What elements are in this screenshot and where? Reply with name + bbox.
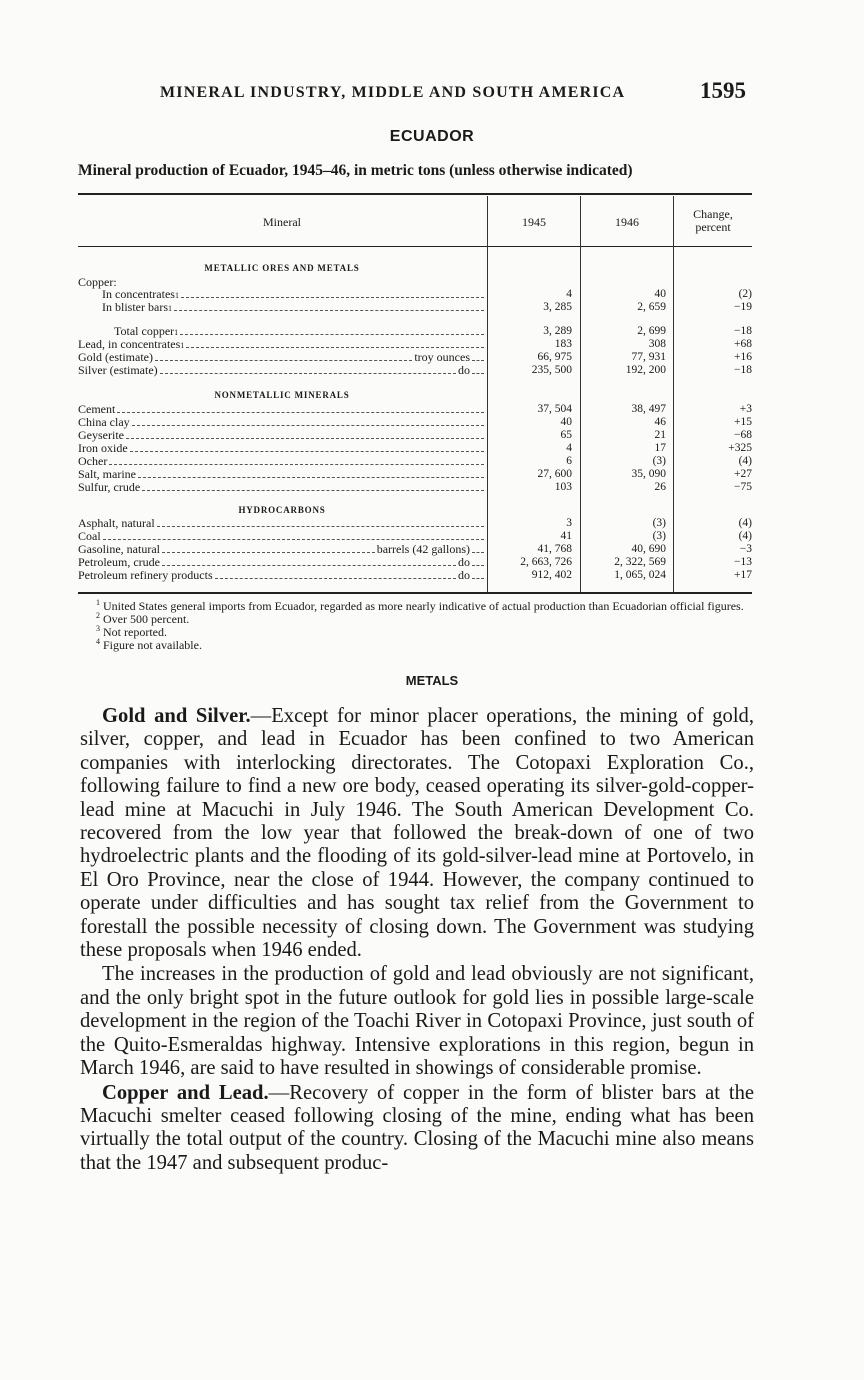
paragraph-text: —Except for minor placer operations, the mining of gold, silver, copper, and lead in Ecuador has been confined to two American companies with interlocking directorates. The Cotopaxi Exploration Co., following failure to find a new ore body, ceased operating its silver-gold-copper-lead mine at Macuchi in July 1946. The South American Development Co. recovered from the low year that followed the break-down of one of two hydroelectric plants and the flooding of its gold-silver-lead mine at Portovelo, in El Oro Province, near the close of 1944. However, the company continued to operate under difficulties and has sought tax relief from the Government to forestall the possible necessity of closing down. The Government was studying these proposals when 1946 ended.: [80, 705, 754, 962]
value-1945: 3, 289: [543, 325, 572, 337]
value-1946: 1, 065, 024: [614, 569, 666, 581]
value-1946: (3): [652, 455, 666, 467]
section-head-hydrocarbons: HYDROCARBONS: [238, 505, 326, 515]
table-caption: Mineral production of Ecuador, 1945–46, in metric tons (unless otherwise indicated): [78, 162, 633, 179]
unit-label: barrels (42 gallons): [376, 543, 470, 556]
mineral-name: Lead, in concentrates: [78, 338, 181, 351]
value-1945: 235, 500: [531, 364, 572, 376]
row-label: [78, 351, 486, 364]
value-1946: 40: [654, 288, 666, 300]
paragraph-outlook: [80, 963, 754, 1080]
dot-leader: [472, 556, 484, 566]
value-1946: 2, 699: [637, 325, 666, 337]
value-1945: 103: [554, 481, 572, 493]
dot-leader: [132, 416, 484, 426]
table-row: [0, 429, 864, 442]
mineral-name: Asphalt, natural: [78, 517, 155, 530]
dot-leader: [109, 455, 484, 465]
table-row: [0, 403, 864, 416]
body-text: [80, 705, 754, 1176]
table-row: [0, 569, 864, 582]
value-change: −13: [734, 556, 752, 568]
mineral-name: Cement: [78, 403, 116, 416]
row-label: [78, 364, 486, 377]
column-header-1945: 1945: [522, 215, 546, 229]
section-head-nonmetallic: NONMETALLIC MINERALS: [214, 390, 350, 400]
table-row: [0, 416, 864, 429]
value-1946: 35, 090: [631, 468, 666, 480]
row-label: [78, 481, 486, 494]
value-1945: 3, 285: [543, 301, 572, 313]
dot-leader: [157, 517, 484, 527]
table-row: [0, 338, 864, 351]
table-row: [0, 468, 864, 481]
paragraph-text: The increases in the production of gold and lead obviously are not significant, and the only bright spot in the future outlook for gold lies in possible large-scale development in the region of the Toachi River in Cotopaxi Province, just south of the Quito-Esmeraldas highway. Intensive explorations in this region, begun in March 1946, are said to have resulted in showings of considerable promise.: [80, 963, 754, 1080]
footnote-mark: 4: [96, 637, 100, 646]
value-1945: 2, 663, 726: [520, 556, 572, 568]
row-label: Lead, in concentrates 1: [78, 338, 486, 351]
value-1946: 192, 200: [625, 364, 666, 376]
table-row: [0, 543, 864, 556]
row-label: [78, 543, 486, 556]
mineral-name: Sulfur, crude: [78, 481, 141, 494]
dot-leader: [162, 543, 375, 553]
dot-leader: [181, 288, 484, 298]
value-change: (2): [738, 288, 752, 300]
value-change: +16: [734, 351, 752, 363]
column-header-change-line2: percent: [695, 220, 731, 234]
mineral-name: Ocher: [78, 455, 108, 468]
value-1946: (3): [652, 530, 666, 542]
mineral-name: Total copper: [114, 325, 175, 338]
row-label: [78, 403, 486, 416]
table-top-rule: [78, 193, 752, 195]
dot-leader: [103, 530, 484, 540]
table-bottom-rule: [78, 592, 752, 594]
value-change: −68: [734, 429, 752, 441]
unit-label: do: [458, 569, 470, 582]
table-row: [0, 442, 864, 455]
column-header-1946: 1946: [615, 215, 639, 229]
value-change: −18: [734, 364, 752, 376]
value-1946: 308: [648, 338, 666, 350]
paragraph-lead: Gold and Silver.: [102, 705, 251, 727]
table-row: [0, 556, 864, 569]
value-change: +325: [728, 442, 752, 454]
paragraph-lead: Copper and Lead.: [102, 1081, 269, 1104]
footnote-text: Over 500 percent.: [103, 612, 190, 626]
row-label: In blister bars 1: [78, 301, 486, 314]
value-1945: 183: [554, 338, 572, 350]
mineral-name: Geyserite: [78, 429, 124, 442]
dot-leader: [472, 569, 484, 579]
row-label: [78, 517, 486, 530]
footnote-mark: 3: [96, 624, 100, 633]
paragraph-gold-silver: [80, 705, 754, 962]
value-1946: 77, 931: [631, 351, 666, 363]
footnote-4: [78, 639, 756, 652]
table-row: [0, 325, 864, 338]
value-1946: 21: [654, 429, 666, 441]
section-title-metals: METALS: [405, 673, 459, 688]
table-row: [0, 364, 864, 377]
dot-leader: [160, 364, 456, 374]
dot-leader: [130, 442, 484, 452]
value-change: +17: [734, 569, 752, 581]
dot-leader: [174, 301, 484, 311]
value-change: +15: [734, 416, 752, 428]
table-row: [0, 481, 864, 494]
mineral-name: Silver (estimate): [78, 364, 158, 377]
footnote-mark: 2: [96, 611, 100, 620]
value-1945: 41, 768: [537, 543, 572, 555]
row-label: [78, 455, 486, 468]
column-header-change: [674, 208, 752, 234]
dot-leader: [142, 481, 484, 491]
value-1945: 37, 504: [537, 403, 572, 415]
value-change: (4): [738, 455, 752, 467]
table-row: [0, 288, 864, 301]
table-row: [0, 455, 864, 468]
value-1945: 27, 600: [537, 468, 572, 480]
mineral-name: Petroleum, crude: [78, 556, 160, 569]
dot-leader: [155, 351, 412, 361]
dot-leader: [138, 468, 484, 478]
mineral-name: Iron oxide: [78, 442, 128, 455]
mineral-name: Salt, marine: [78, 468, 136, 481]
value-1946: 2, 659: [637, 301, 666, 313]
value-change: (4): [738, 517, 752, 529]
footnote-text: Not reported.: [103, 625, 167, 639]
table-footnotes: [78, 600, 756, 652]
dot-leader: [180, 325, 484, 335]
section-head-metallic: METALLIC ORES AND METALS: [204, 263, 360, 273]
value-1946: 38, 497: [631, 403, 666, 415]
unit-label: troy ounces: [414, 351, 470, 364]
value-change: −18: [734, 325, 752, 337]
dot-leader: [186, 338, 484, 348]
dot-leader: [472, 351, 484, 361]
value-1945: 65: [560, 429, 572, 441]
value-change: +68: [734, 338, 752, 350]
value-1945: 3: [566, 517, 572, 529]
value-1945: 6: [566, 455, 572, 467]
row-label: [78, 530, 486, 543]
mineral-name: In blister bars: [102, 301, 168, 314]
value-1946: 40, 690: [631, 543, 666, 555]
table-row: [0, 517, 864, 530]
country-title: ECUADOR: [389, 128, 475, 145]
row-label: [78, 429, 486, 442]
value-1946: 26: [654, 481, 666, 493]
mineral-name: Gasoline, natural: [78, 543, 160, 556]
dot-leader: [117, 403, 484, 413]
value-1946: 17: [654, 442, 666, 454]
value-1945: 4: [566, 288, 572, 300]
row-label: [78, 442, 486, 455]
value-1946: (3): [652, 517, 666, 529]
dot-leader: [472, 364, 484, 374]
table-row: [0, 351, 864, 364]
mineral-name: In concentrates: [102, 288, 175, 301]
dot-leader: [162, 556, 456, 566]
value-1945: 912, 402: [531, 569, 572, 581]
row-label: [78, 468, 486, 481]
mineral-name: Gold (estimate): [78, 351, 153, 364]
value-1945: 40: [560, 416, 572, 428]
mineral-name: Copper:: [78, 276, 117, 289]
value-change: −19: [734, 301, 752, 313]
dot-leader: [126, 429, 484, 439]
unit-label: do: [458, 556, 470, 569]
value-1945: 4: [566, 442, 572, 454]
row-label: [78, 556, 486, 569]
unit-label: do: [458, 364, 470, 377]
column-header-change-line1: Change,: [693, 207, 733, 221]
running-head: MINERAL INDUSTRY, MIDDLE AND SOUTH AMERICA: [160, 84, 626, 101]
table-header-rule: [78, 246, 752, 247]
value-change: +3: [739, 403, 752, 415]
paragraph-text: —Recovery of copper in the form of blister bars at the Macuchi smelter ceased following closing of the mine, ending what has been virtually the total output of the country. Closing of the Macuchi mine also means that the 1947 and subsequent produc-: [80, 1081, 755, 1174]
value-change: +27: [734, 468, 752, 480]
mineral-name: Coal: [78, 530, 101, 543]
mineral-name: China clay: [78, 416, 130, 429]
value-1946: 2, 322, 569: [614, 556, 666, 568]
value-change: −3: [739, 543, 752, 555]
footnote-mark: 1: [96, 598, 100, 607]
table-row: [0, 530, 864, 543]
row-label: In concentrates 1: [78, 288, 486, 301]
table-row: [0, 301, 864, 314]
paragraph-copper-lead: [80, 1082, 754, 1176]
dot-leader: [215, 569, 456, 579]
row-label: Total copper 1: [78, 325, 486, 338]
value-1945: 41: [560, 530, 572, 542]
dot-leader: [472, 543, 484, 553]
footnote-text: United States general imports from Ecuador, regarded as more nearly indicative of actual production than Ecuadorian official figures.: [103, 599, 744, 613]
value-change: (4): [738, 530, 752, 542]
value-change: −75: [734, 481, 752, 493]
column-header-mineral: Mineral: [263, 215, 301, 229]
page-number: 1595: [700, 78, 746, 103]
row-label: [78, 569, 486, 582]
value-1946: 46: [654, 416, 666, 428]
mineral-name: Petroleum refinery products: [78, 569, 213, 582]
footnote-2: [78, 613, 756, 626]
footnote-text: Figure not available.: [103, 638, 202, 652]
value-1945: 66, 975: [537, 351, 572, 363]
row-label: [78, 416, 486, 429]
